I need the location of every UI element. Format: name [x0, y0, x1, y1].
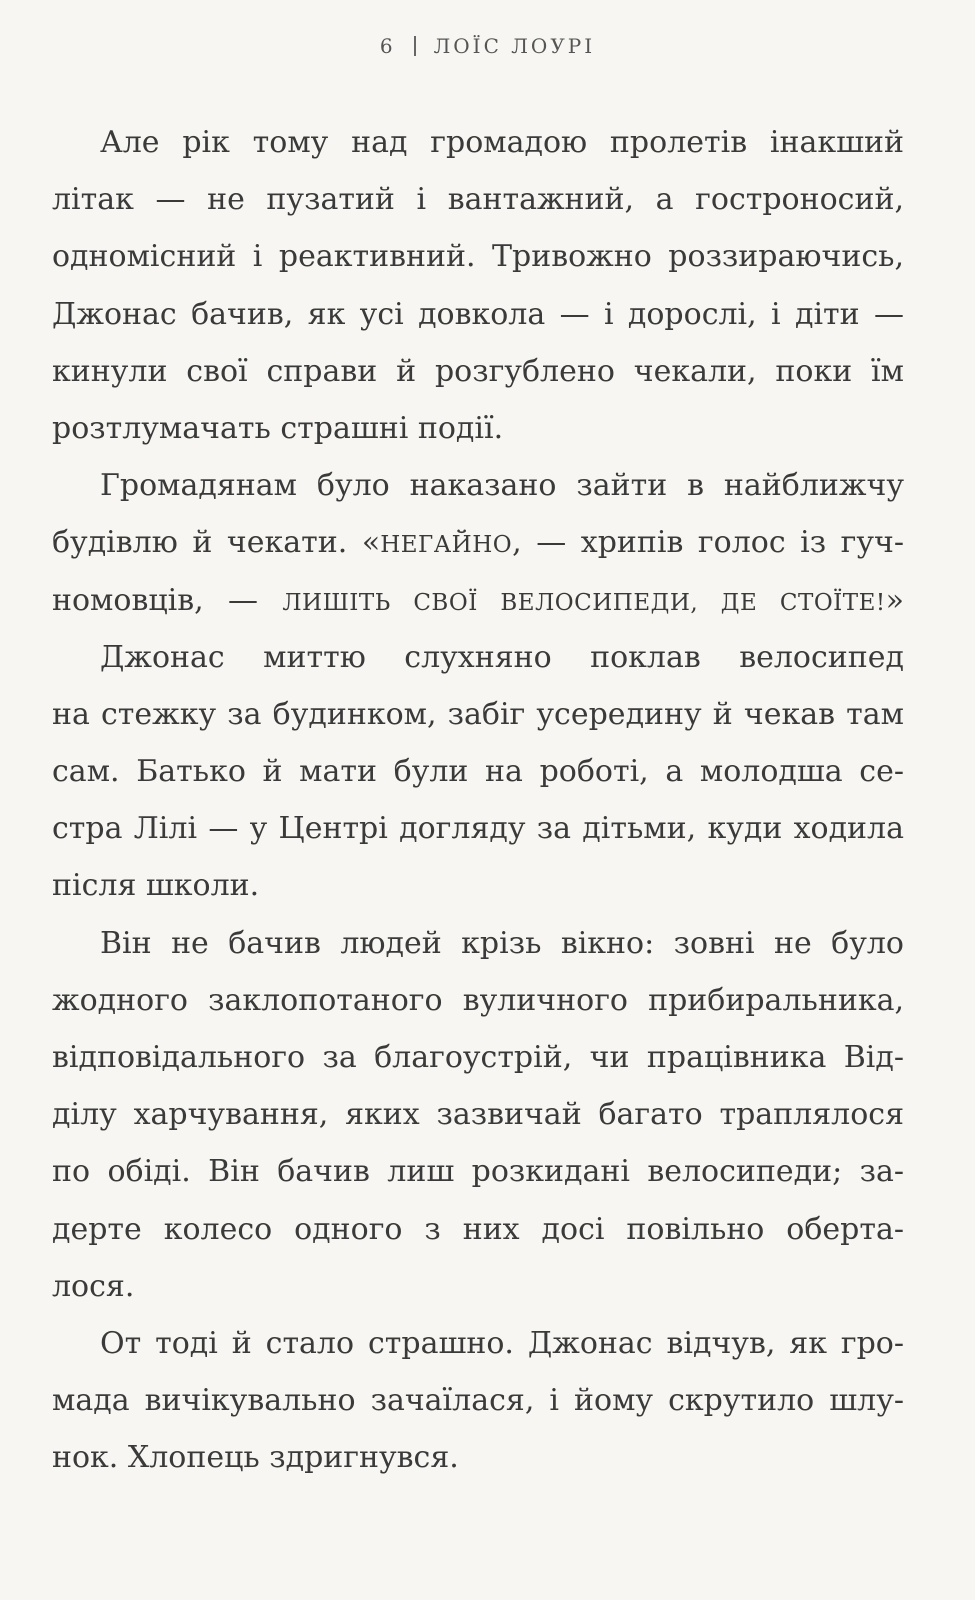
text-line: Джонас бачив, як усі довкола — і дорослі, і діти —: [52, 296, 904, 332]
body-text: [52, 114, 904, 1487]
header-separator: [414, 36, 416, 56]
text-line: по обіді. Він бачив лиш розкидані велосипеди; за-: [52, 1154, 904, 1190]
text-line: на стежку за будинком, забіг усередину й чекав там: [52, 696, 904, 732]
text-line: кинули свої справи й розгублено чекали, поки їм: [52, 353, 904, 389]
small-caps-span: НЕГАЙНО: [380, 532, 513, 559]
text-line: нок. Хлопець здригнувся.: [52, 1440, 459, 1476]
text-line: Він не бачив людей крізь вікно: зовні не було: [100, 925, 904, 961]
text-line: [52, 514, 904, 571]
text-span: будівлю й чекати. «: [52, 525, 381, 561]
small-caps-span: ЛИШІТЬ СВОЇ ВЕЛОСИПЕДИ, ДЕ СТОЇТЕ!: [282, 589, 886, 616]
text-line: після школи.: [52, 868, 260, 904]
text-span: , — хрипів голос із гуч-: [512, 525, 905, 561]
running-head: [0, 34, 975, 58]
text-line: стра Лілі — у Центрі догляду за дітьми, куди ходила: [52, 811, 904, 847]
page-number: 6: [379, 34, 396, 58]
text-line: лося.: [52, 1268, 135, 1304]
text-line: ділу харчування, яких зазвичай багато траплялося: [52, 1097, 904, 1133]
text-line: сам. Батько й мати були на роботі, а молодша се-: [52, 754, 904, 790]
text-line: От тоді й стало страшно. Джонас відчув, як гро-: [100, 1325, 904, 1361]
text-line: розтлумачать страшні події.: [52, 410, 504, 446]
text-line: Громадянам було наказано зайти в найближчу: [100, 468, 904, 504]
text-line: [52, 572, 904, 629]
text-line: літак — не пузатий і вантажний, а гостроносий,: [52, 182, 904, 218]
text-line: мада вичікувально зачаїлася, і йому скрутило шлу-: [52, 1383, 904, 1419]
text-span: номовців, —: [52, 582, 283, 618]
text-line: дерте колесо одного з них досі повільно оберта-: [52, 1211, 904, 1247]
text-line: одномісний і реактивний. Тривожно роззираючись,: [52, 239, 904, 275]
text-line: жодного заклопотаного вуличного прибиральника,: [52, 982, 904, 1018]
text-span: »: [885, 582, 904, 618]
text-line: відповідального за благоустрій, чи працівника Від-: [52, 1040, 904, 1075]
text-line: Але рік тому над громадою пролетів інакший: [100, 125, 904, 160]
text-line: Джонас миттю слухняно поклав велосипед: [100, 639, 904, 675]
author-name: ЛОЇС ЛОУРІ: [433, 34, 596, 58]
